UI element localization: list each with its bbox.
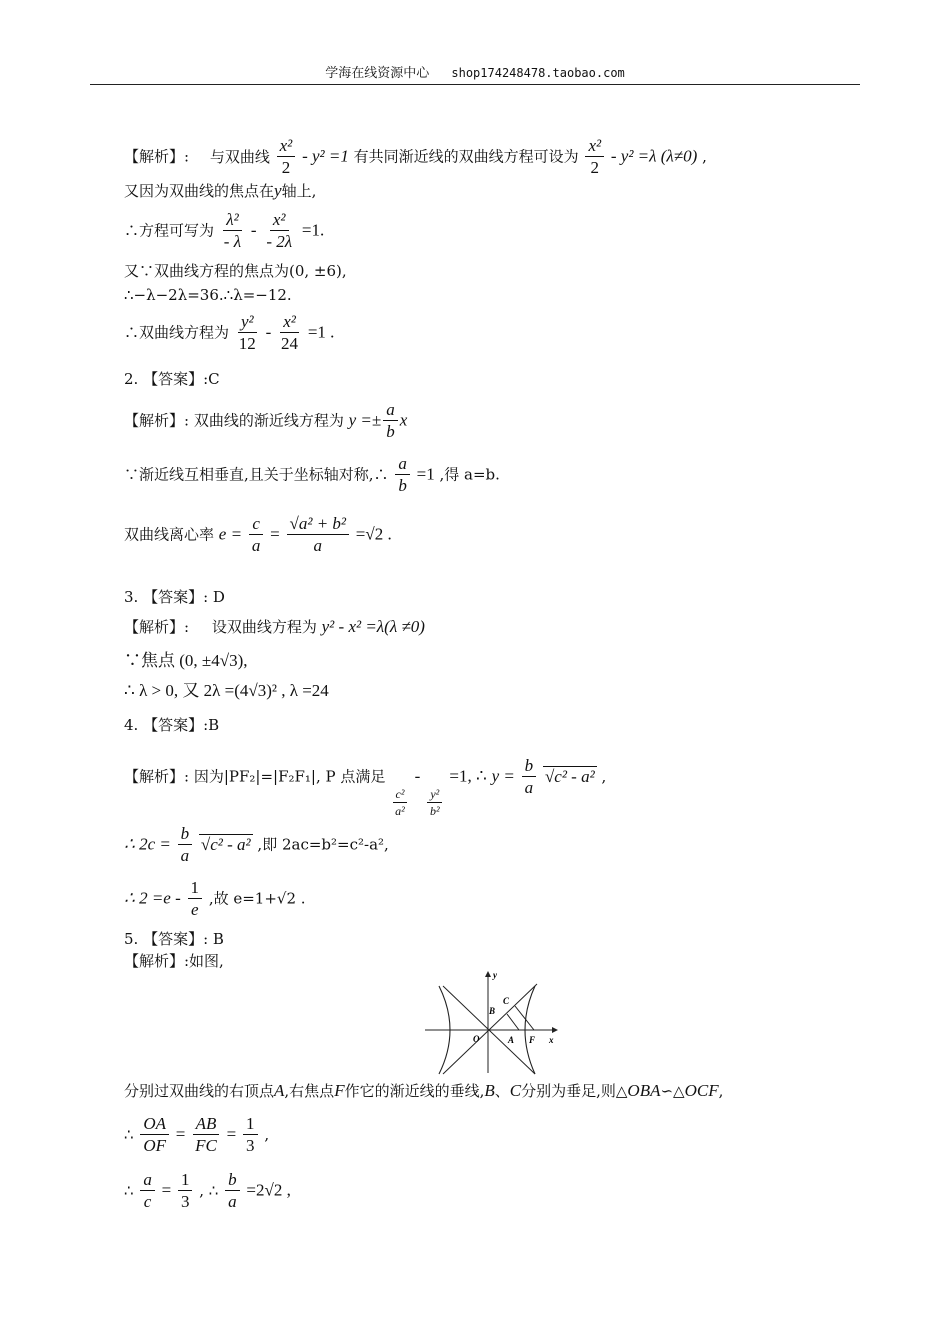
denominator: c [143, 1192, 152, 1211]
numerator: x² [585, 136, 604, 157]
math: = [270, 524, 280, 544]
fraction [236, 312, 259, 355]
text: 设双曲线方程为 [211, 618, 317, 636]
q1-line4: 又∵双曲线方程的焦点为(0, ±6), [124, 262, 347, 280]
fraction [263, 210, 295, 253]
q2-answer: 2. 【答案】:C [124, 370, 220, 388]
text: ∽△ [660, 1082, 685, 1100]
fraction [192, 1114, 220, 1157]
q5-line1: 【解析】:如图, [124, 952, 224, 970]
numerator: 1 [178, 1170, 193, 1191]
denominator: - λ [223, 232, 242, 251]
q4-line1 [124, 756, 606, 819]
math: ∴ 2 =e - [124, 888, 181, 908]
denominator: 3 [180, 1192, 190, 1211]
fraction [277, 136, 296, 179]
label-b: B [489, 1006, 496, 1016]
text: ,得 a=b. [439, 465, 500, 484]
q2-line2 [124, 454, 500, 497]
fraction [221, 210, 244, 253]
math: y = [491, 766, 515, 786]
header-url: shop174248478.taobao.com [451, 66, 625, 80]
math: = [226, 1124, 237, 1144]
q1-line1 [124, 136, 707, 179]
text: 与双曲线 [209, 147, 270, 166]
math: =2√2 , [246, 1180, 291, 1200]
page-header [90, 64, 860, 85]
numerator: AB [193, 1114, 220, 1135]
text: , [718, 1082, 724, 1100]
q4-answer: 4. 【答案】:B [124, 716, 220, 734]
math: =1, ∴ [449, 766, 487, 786]
label-x: x [549, 1035, 554, 1045]
numerator: y² [238, 312, 257, 333]
fraction [278, 312, 301, 355]
text: 双曲线离心率 [124, 525, 215, 544]
var: OCF [684, 1081, 719, 1100]
fraction [287, 514, 350, 557]
var: OBA [627, 1081, 661, 1100]
fraction [225, 1170, 240, 1213]
q5-line2 [124, 1080, 723, 1102]
numerator: 1 [243, 1114, 258, 1135]
denominator: a [180, 846, 190, 865]
var: y [274, 181, 282, 200]
q3-line2: ∵焦点 (0, ±4√3), [124, 651, 248, 670]
fraction [585, 136, 604, 179]
analysis-tag: 【解析】: [124, 411, 190, 430]
label-a: A [508, 1035, 515, 1045]
denominator: a [524, 778, 534, 797]
fraction [178, 824, 193, 867]
fraction [249, 514, 264, 557]
math: - [414, 766, 421, 786]
label-y: y [493, 970, 497, 980]
denominator: a² [395, 803, 405, 818]
q3-answer: 3. 【答案】: D [124, 588, 225, 606]
math: =1 [416, 464, 435, 484]
text: 分别过双曲线的右顶点 [124, 1082, 275, 1100]
math: - [250, 220, 257, 240]
var: C [509, 1081, 522, 1100]
hyperbola-figure [425, 968, 565, 1076]
fraction [392, 786, 408, 819]
numerator: 1 [188, 878, 203, 899]
numerator: c² [393, 786, 408, 803]
fraction [522, 756, 537, 799]
math: - y² =λ (λ≠0) [610, 146, 698, 166]
denominator: OF [143, 1136, 166, 1155]
denominator: 12 [238, 334, 256, 353]
text: , [601, 767, 607, 786]
q1-line2 [124, 180, 316, 202]
q1-line6 [124, 312, 334, 355]
denominator: - 2λ [266, 232, 293, 251]
q4-line2 [124, 824, 389, 867]
q1-line5: ∴−λ−2λ=36.∴λ=−12. [124, 286, 292, 304]
text: ∴双曲线方程为 [124, 323, 230, 342]
text: , [264, 1125, 270, 1144]
sqrt: √c² - a² [544, 766, 595, 786]
q1-line3 [124, 210, 324, 253]
text: , [702, 147, 707, 166]
math: - [265, 322, 272, 342]
math: =1. [301, 220, 325, 240]
math: =√2 . [355, 524, 392, 544]
numerator: λ² [223, 210, 241, 231]
label-o: O [473, 1034, 480, 1044]
q2-line1 [124, 400, 407, 443]
var: B [484, 1081, 495, 1100]
fraction [243, 1114, 258, 1157]
fraction [140, 1170, 155, 1213]
denominator: 24 [281, 334, 299, 353]
fraction [395, 454, 410, 497]
q2-line3 [124, 514, 392, 557]
denominator: e [191, 900, 199, 919]
q5-answer: 5. 【答案】: B [124, 930, 224, 948]
math: y² - x² =λ(λ ≠0) [321, 617, 425, 636]
var: A [274, 1081, 285, 1100]
denominator: FC [195, 1136, 217, 1155]
perpendicular-a [507, 1014, 519, 1030]
text: ∴ [124, 1181, 134, 1200]
fraction [178, 1170, 193, 1213]
fraction [140, 1114, 169, 1157]
text: 双曲线的渐近线方程为 [193, 411, 344, 430]
analysis-tag: 【解析】: [124, 618, 190, 636]
q3-line3: ∴ λ > 0, 又 2λ =(4√3)² , λ =24 [124, 681, 329, 700]
text: 、 [494, 1082, 510, 1100]
text: 有共同渐近线的双曲线方程可设为 [353, 147, 579, 166]
numerator: b [178, 824, 193, 845]
text: ,故 e=1+√2 . [208, 889, 306, 908]
label-c: C [503, 996, 510, 1006]
text: 作它的渐近线的垂线, [344, 1082, 485, 1100]
fraction [188, 878, 203, 921]
numerator: x² [280, 312, 299, 333]
q4-line3 [124, 878, 306, 921]
numerator: c [249, 514, 263, 535]
numerator: x² [270, 210, 289, 231]
text: ,即 2ac=b²=c²-a², [257, 835, 389, 854]
numerator: OA [140, 1114, 169, 1135]
q5-line3 [124, 1114, 269, 1157]
header-title: 学海在线资源中心 [325, 66, 430, 81]
numerator: a [383, 400, 398, 421]
text: ∴方程可写为 [124, 221, 215, 240]
text: 分别为垂足,则△ [521, 1082, 628, 1100]
math: = [161, 1180, 172, 1200]
var: F [334, 1081, 345, 1100]
asymptote-2 [443, 984, 537, 1074]
text: ,右焦点 [284, 1082, 335, 1100]
text: 因为|PF₂|=|F₂F₁|, P 点满足 [193, 767, 386, 786]
q5-line4 [124, 1170, 291, 1213]
text: 轴上, [281, 182, 317, 200]
math: ∴ 2c = [124, 834, 171, 854]
numerator: b [522, 756, 537, 777]
numerator: b [225, 1170, 240, 1191]
denominator: b² [430, 803, 440, 818]
analysis-tag: 【解析】: [124, 147, 190, 166]
denominator: 2 [281, 158, 291, 177]
denominator: b [398, 476, 407, 495]
numerator: x² [277, 136, 296, 157]
math: x [399, 410, 408, 430]
text: ∵渐近线互相垂直,且关于坐标轴对称,∴ [124, 465, 389, 484]
math: = [175, 1124, 186, 1144]
numerator: a [395, 454, 410, 475]
text: ∴ [124, 1125, 134, 1144]
denominator: 2 [590, 158, 600, 177]
fraction [383, 400, 398, 443]
numerator: √a² + b² [287, 514, 350, 535]
math: e = [218, 524, 243, 544]
text: 又因为双曲线的焦点在 [124, 182, 275, 200]
denominator: a [228, 1192, 237, 1211]
denominator: a [251, 536, 261, 555]
math: =1 . [307, 322, 335, 342]
math: - y² =1 [302, 146, 349, 166]
perpendicular-f [515, 1006, 534, 1030]
numerator: y² [427, 786, 442, 803]
label-f: F [529, 1035, 536, 1045]
fraction [427, 786, 443, 819]
math: y =± [348, 410, 382, 430]
numerator: a [140, 1170, 155, 1191]
denominator: b [386, 422, 395, 441]
text: , ∴ [199, 1181, 219, 1200]
denominator: 3 [246, 1136, 255, 1155]
denominator: a [313, 536, 323, 555]
q3-line1 [124, 616, 425, 638]
analysis-tag: 【解析】: [124, 767, 190, 786]
sqrt: √c² - a² [200, 834, 251, 854]
